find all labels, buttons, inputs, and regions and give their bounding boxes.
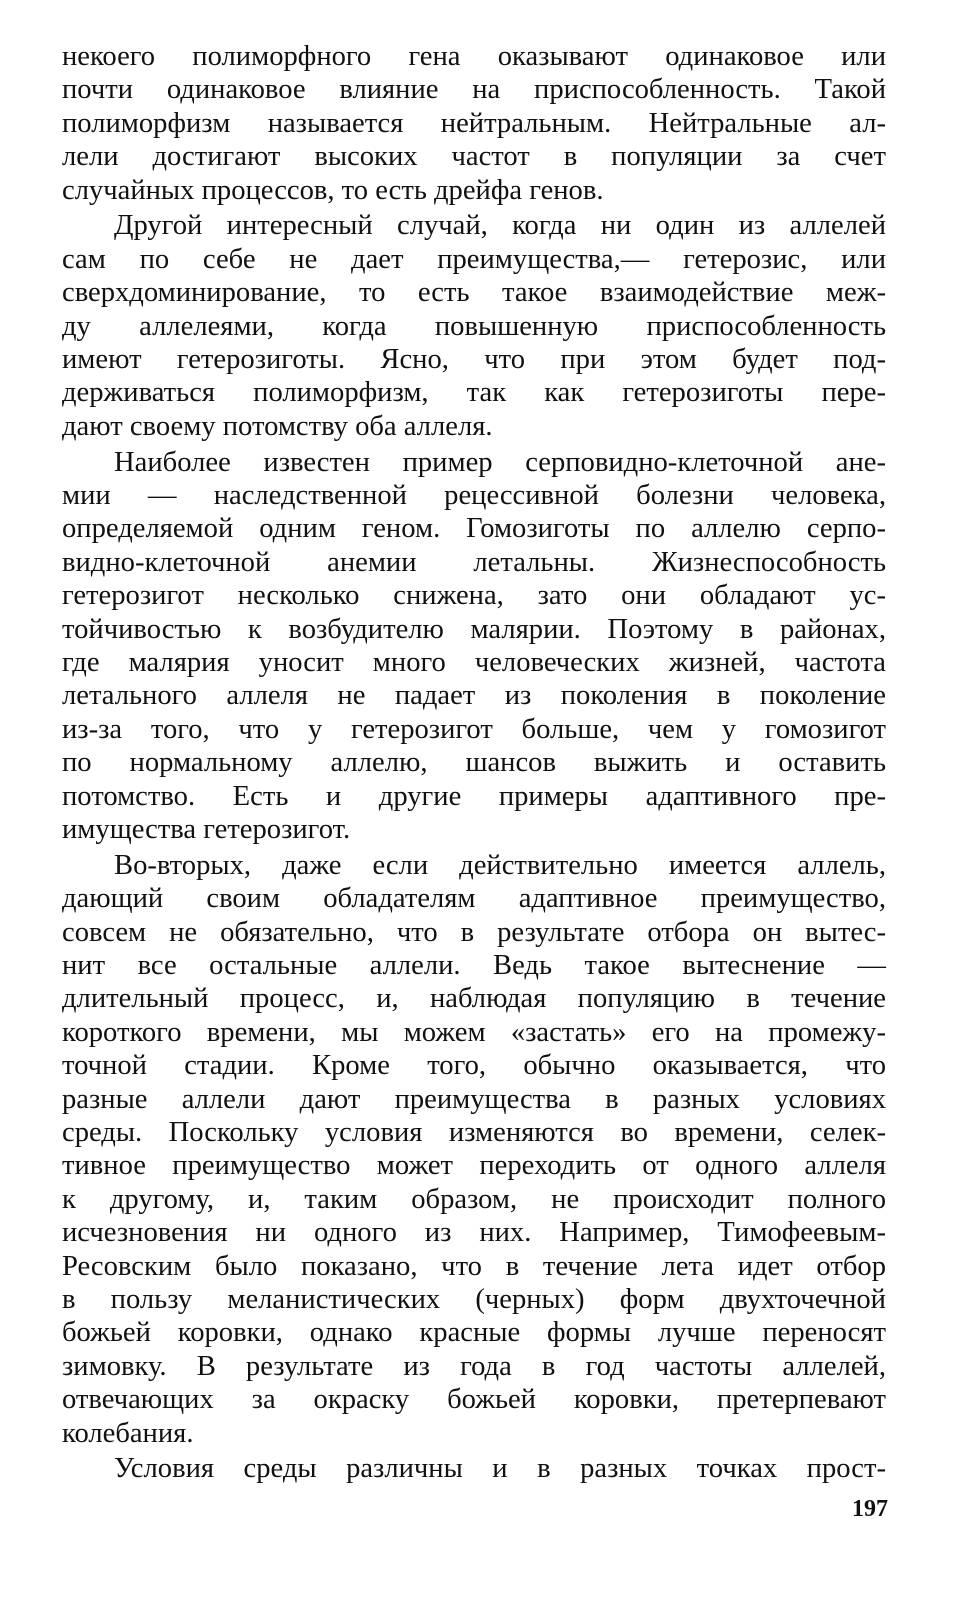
text-line: лели достигают высоких частот в популяции за счет xyxy=(62,141,886,173)
paragraph xyxy=(62,1452,886,1485)
text-line: зимовку. В результате из года в год частоты аллелей, xyxy=(62,1350,886,1382)
text-line: держиваться полиморфизм, так как гетерозиготы пере- xyxy=(62,377,886,409)
text-line: из-за того, что у гетерозигот больше, чем у гомозигот xyxy=(62,713,886,745)
text-line: разные аллели дают преимущества в разных условиях xyxy=(62,1083,886,1115)
text-line: короткого времени, мы можем «застать» его на промежу- xyxy=(62,1016,886,1048)
text-line: некоего полиморфного гена оказывают одинаковое или xyxy=(62,41,886,72)
text-line: где малярия уносит много человеческих жизней, частота xyxy=(62,647,886,679)
page-number: 197 xyxy=(852,1496,888,1522)
paragraph xyxy=(62,446,886,847)
text-line: точной стадии. Кроме того, обычно оказывается, что xyxy=(62,1050,886,1082)
text-line: колебания. xyxy=(62,1417,194,1449)
text-line: гетерозигот несколько снижена, зато они обладают ус- xyxy=(62,580,886,612)
text-line: совсем не обязательно, что в результате отбора он вытес- xyxy=(62,916,886,948)
text-line: определяемой одним геном. Гомозиготы по аллелю серпо- xyxy=(62,513,886,545)
text-line: имущества гетерозигот. xyxy=(62,813,351,845)
text-line: отвечающих за окраску божьей коровки, претерпевают xyxy=(62,1384,886,1416)
text-line: случайных процессов, то есть дрейфа генов. xyxy=(62,174,604,206)
paragraph xyxy=(62,209,886,443)
text-line: Наиболее известен пример серповидно-клеточной ане- xyxy=(114,446,886,478)
text-line: дают своему потомству оба аллеля. xyxy=(62,410,493,442)
text-line: Ресовским было показано, что в течение лета идет отбор xyxy=(62,1250,886,1282)
page-body xyxy=(62,40,886,1486)
text-line: длительный процесс, и, наблюдая популяцию в течение xyxy=(62,983,886,1015)
text-line: нит все остальные аллели. Ведь такое вытеснение — xyxy=(62,950,886,982)
text-line: сам по себе не дает преимущества,— гетерозис, или xyxy=(62,243,886,275)
text-line: к другому, и, таким образом, не происходит полного xyxy=(62,1183,886,1215)
text-line: среды. Поскольку условия изменяются во времени, селек- xyxy=(62,1117,886,1148)
text-line: Условия среды различны и в разных точках прост- xyxy=(114,1453,886,1485)
text-line: Во-вторых, даже если действительно имеется аллель, xyxy=(114,849,886,881)
text-line: потомство. Есть и другие примеры адаптивного пре- xyxy=(62,780,886,812)
text-line: в пользу меланистических (черных) форм двухточечной xyxy=(62,1283,886,1315)
paragraph xyxy=(62,40,886,207)
text-line: исчезновения ни одного из них. Например, Тимофеевым- xyxy=(62,1217,886,1249)
text-line: почти одинаковое влияние на приспособленность. Такой xyxy=(62,74,886,106)
text-line: видно-клеточной анемии летальны. Жизнеспособность xyxy=(62,546,886,578)
text-line: тойчивостью к возбудителю малярии. Поэтому в районах, xyxy=(62,613,886,645)
text-line: имеют гетерозиготы. Ясно, что при этом будет под- xyxy=(62,344,886,376)
text-line: ду аллелеями, когда повышенную приспособленность xyxy=(62,310,886,342)
text-line: тивное преимущество может переходить от одного аллеля xyxy=(62,1150,886,1182)
paragraph xyxy=(62,849,886,1450)
text-line: дающий своим обладателям адаптивное преимущество, xyxy=(62,883,886,915)
text-line: по нормальному аллелю, шансов выжить и оставить xyxy=(62,747,886,779)
text-line: полиморфизм называется нейтральным. Нейтральные ал- xyxy=(62,107,886,139)
text-line: сверхдоминирование, то есть такое взаимодействие меж- xyxy=(62,277,886,309)
text-line: летального аллеля не падает из поколения в поколение xyxy=(62,680,886,712)
text-line: Другой интересный случай, когда ни один из аллелей xyxy=(114,210,886,242)
text-line: божьей коровки, однако красные формы лучше переносят xyxy=(62,1317,886,1349)
text-line: мии — наследственной рецессивной болезни человека, xyxy=(62,480,886,512)
